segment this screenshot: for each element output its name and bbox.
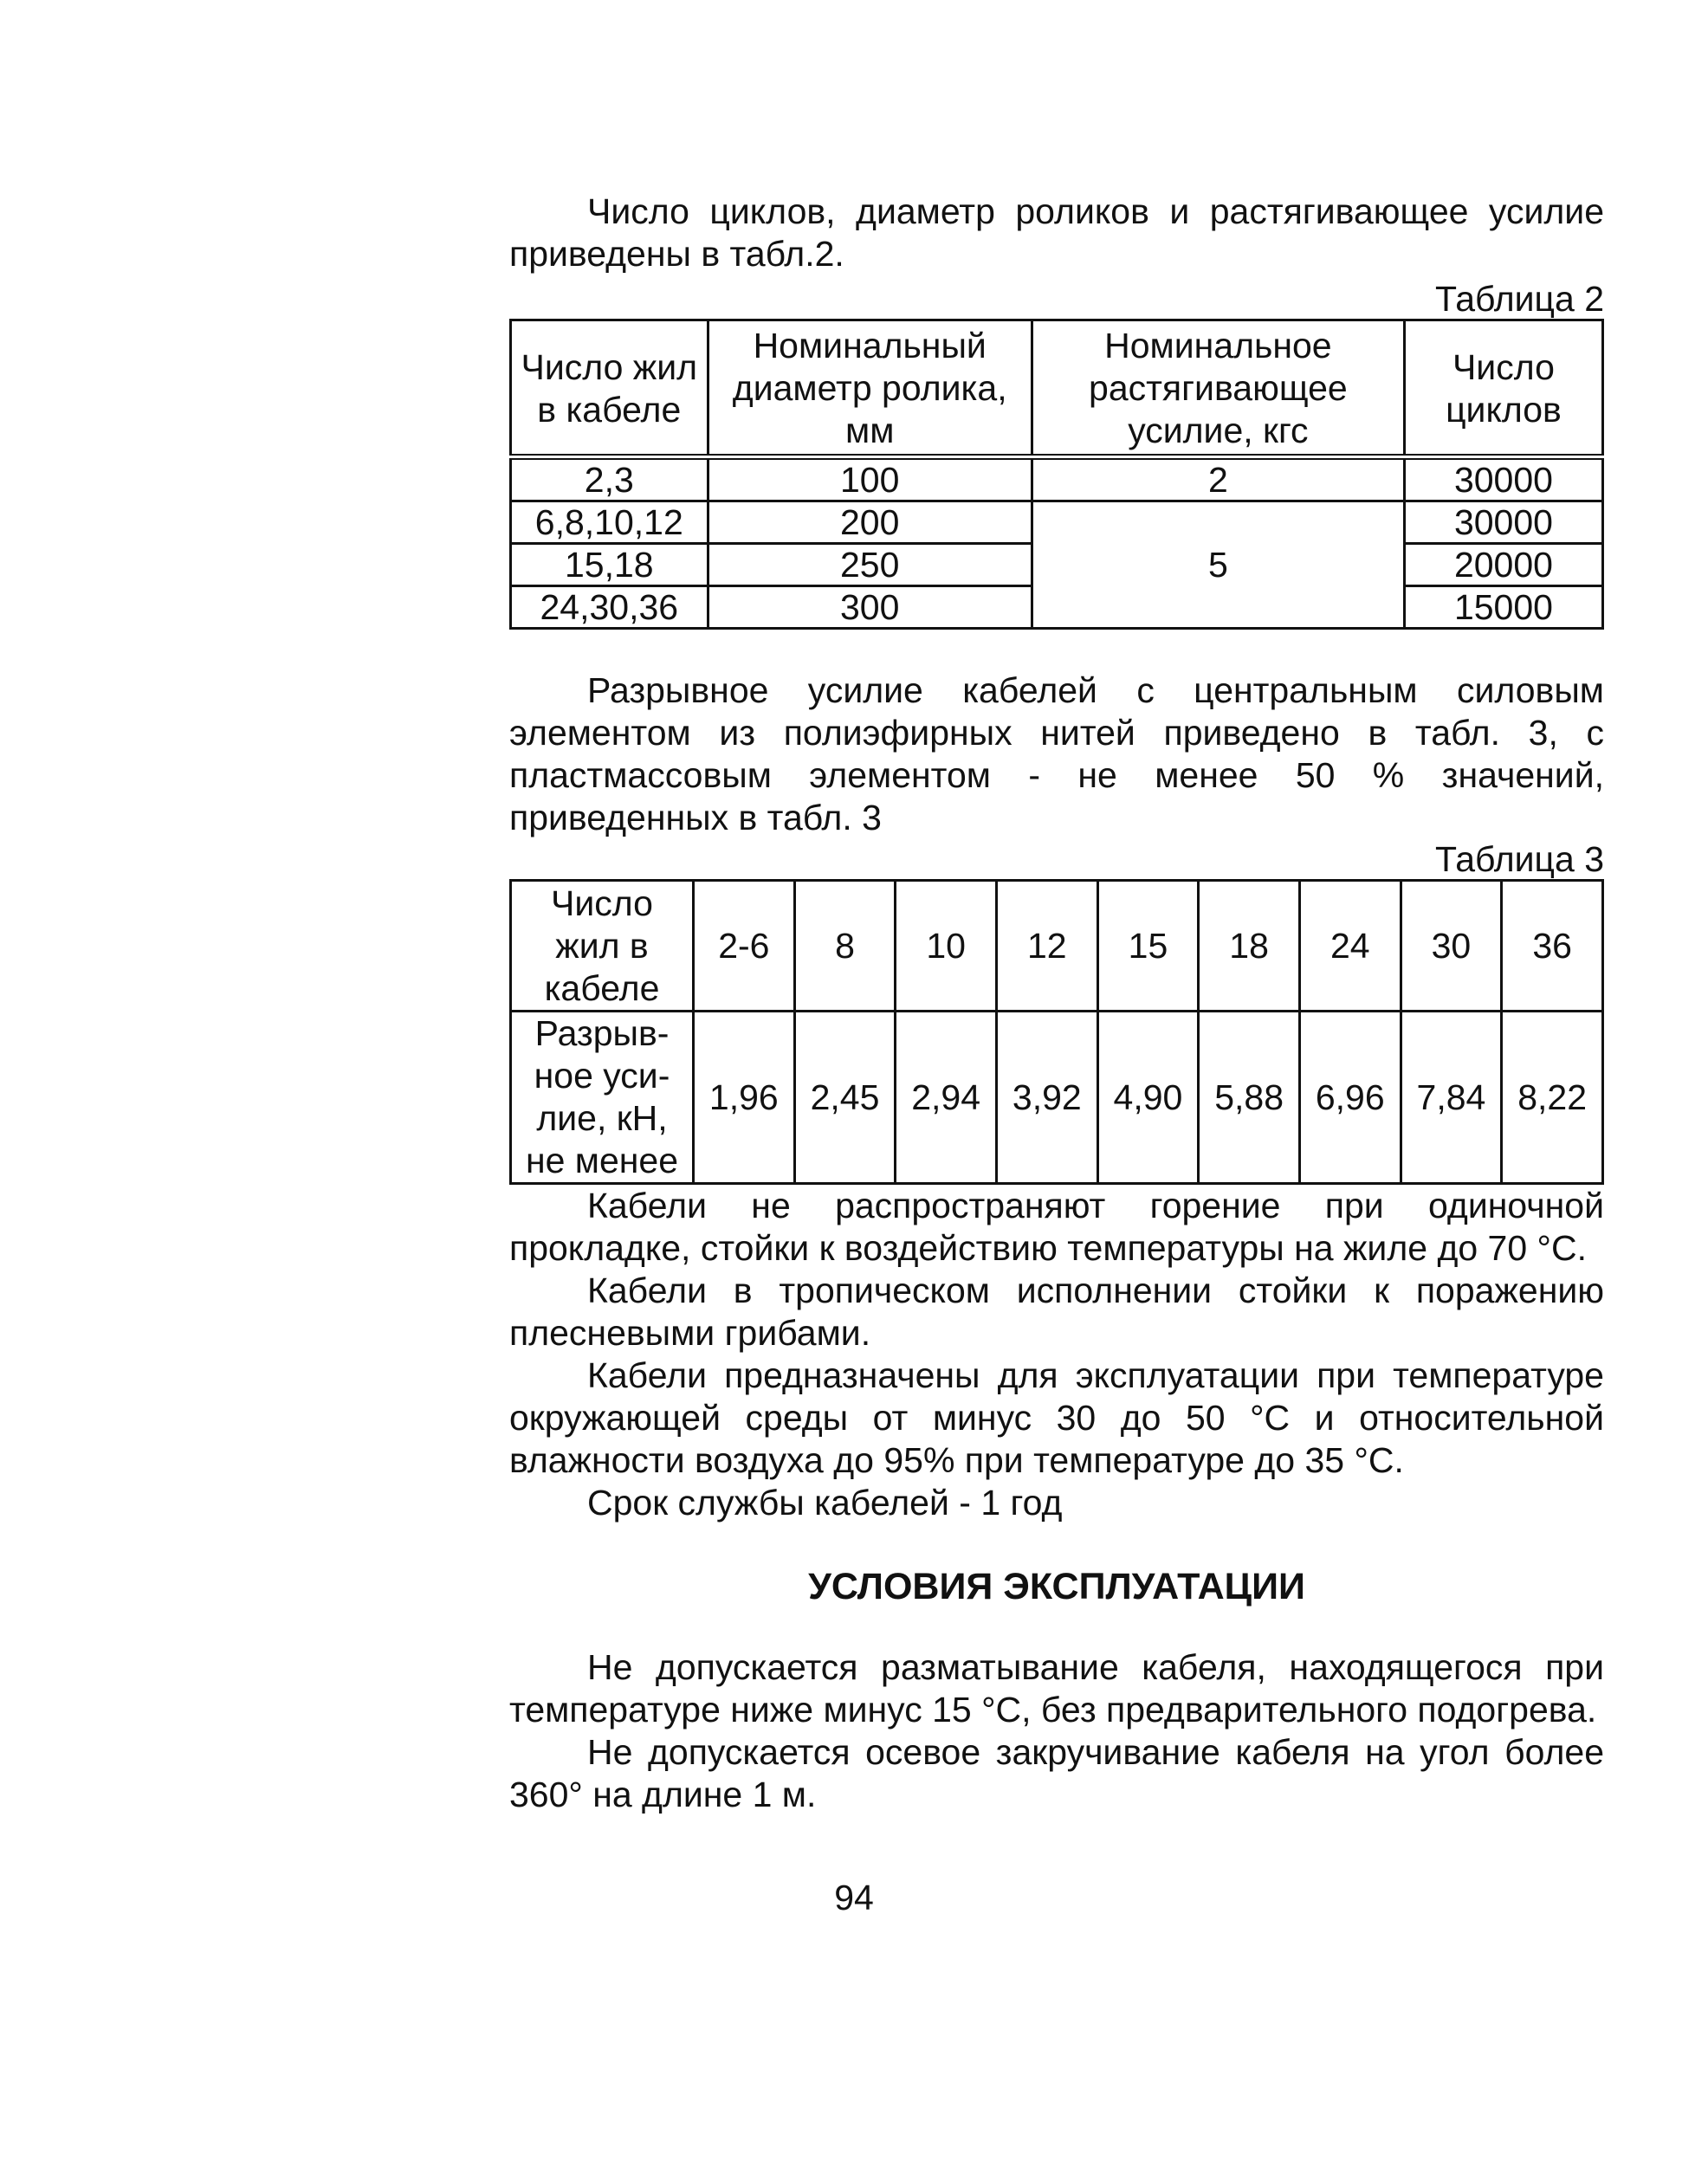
paragraph-6: Срок службы кабелей - 1 год xyxy=(587,1483,1063,1523)
table3-cell: 2-6 xyxy=(694,881,795,1012)
table3-cell: 8,22 xyxy=(1502,1012,1603,1184)
table3-cell: 2,45 xyxy=(794,1012,896,1184)
table3-cell: 2,94 xyxy=(896,1012,997,1184)
table2-cell: 6,8,10,12 xyxy=(511,501,708,544)
paragraph-1: Число циклов, диаметр роликов и растягивающее усилие приведены в табл.2. xyxy=(509,191,1604,274)
table3-cell: 1,96 xyxy=(694,1012,795,1184)
table3-row-label: Число жил в кабеле xyxy=(511,881,694,1012)
table2-cell: 250 xyxy=(708,544,1032,586)
paragraph-2: Разрывное усилие кабелей с центральным силовым элементом из полиэфирных нитей приведено в табл. 3, с пластмассовым элементом - не менее 50 % значений, приведенных в табл. 3 xyxy=(509,670,1604,837)
table2-cell: 24,30,36 xyxy=(511,586,708,629)
table3-row-force xyxy=(511,1012,1603,1184)
table3-cell: 18 xyxy=(1199,881,1300,1012)
table-3 xyxy=(509,879,1604,1185)
paragraph-4: Кабели в тропическом исполнении стойки к поражению плесневыми грибами. xyxy=(509,1271,1604,1353)
page-number: 94 xyxy=(834,1878,874,1917)
table3-row-label: Разрыв-ное уси-лие, кН, не менее xyxy=(511,1012,694,1184)
paragraph-7: Не допускается разматывание кабеля, находящегося при температуре ниже минус 15 °С, без предварительного подогрева. xyxy=(509,1647,1604,1730)
table3-cell: 3,92 xyxy=(996,1012,1097,1184)
table2-header-row xyxy=(511,320,1603,457)
page-content xyxy=(509,191,1604,1816)
table3-cell: 5,88 xyxy=(1199,1012,1300,1184)
table3-caption: Таблица 3 xyxy=(1435,839,1604,879)
table3-cell: 30 xyxy=(1401,881,1502,1012)
table2-cell: 30000 xyxy=(1404,501,1602,544)
table2-header-cell: Число жил в кабеле xyxy=(511,320,708,457)
table3-cell: 24 xyxy=(1299,881,1401,1012)
paragraph-5: Кабели предназначены для эксплуатации при температуре окружающей среды от минус 30 до 50 °С и относительной влажности воздуха до 95% при температуре до 35 °С. xyxy=(509,1355,1604,1480)
table2-header-cell: Номинальное растягивающее усилие, кгс xyxy=(1032,320,1404,457)
section-heading: УСЛОВИЯ ЭКСПЛУАТАЦИИ xyxy=(808,1566,1305,1607)
table2-header-cell: Номинальный диаметр ролика, мм xyxy=(708,320,1032,457)
table2-cell: 200 xyxy=(708,501,1032,544)
table2-merged-cell: 5 xyxy=(1032,501,1404,629)
table3-cell: 12 xyxy=(996,881,1097,1012)
table3-cell: 7,84 xyxy=(1401,1012,1502,1184)
table2-row xyxy=(511,457,1603,501)
paragraph-3: Кабели не распространяют горение при одиночной прокладке, стойки к воздействию температуры на жиле до 70 °С. xyxy=(509,1186,1604,1268)
table2-header-cell: Число циклов xyxy=(1404,320,1602,457)
table3-cell: 15 xyxy=(1097,881,1199,1012)
table2-cell: 15,18 xyxy=(511,544,708,586)
table3-cell: 6,96 xyxy=(1299,1012,1401,1184)
paragraph-8: Не допускается осевое закручивание кабеля на угол более 360° на длине 1 м. xyxy=(509,1732,1604,1814)
table2-cell: 20000 xyxy=(1404,544,1602,586)
table2-cell: 100 xyxy=(708,457,1032,501)
table2-caption: Таблица 2 xyxy=(1435,279,1604,319)
table3-row-cores xyxy=(511,881,1603,1012)
table2-row xyxy=(511,501,1603,544)
table-2 xyxy=(509,319,1604,630)
table2-cell: 2,3 xyxy=(511,457,708,501)
table2-cell: 2 xyxy=(1032,457,1404,501)
table2-cell: 30000 xyxy=(1404,457,1602,501)
table3-cell: 36 xyxy=(1502,881,1603,1012)
table2-cell: 15000 xyxy=(1404,586,1602,629)
table2-cell: 300 xyxy=(708,586,1032,629)
table3-cell: 10 xyxy=(896,881,997,1012)
table3-cell: 8 xyxy=(794,881,896,1012)
table3-cell: 4,90 xyxy=(1097,1012,1199,1184)
